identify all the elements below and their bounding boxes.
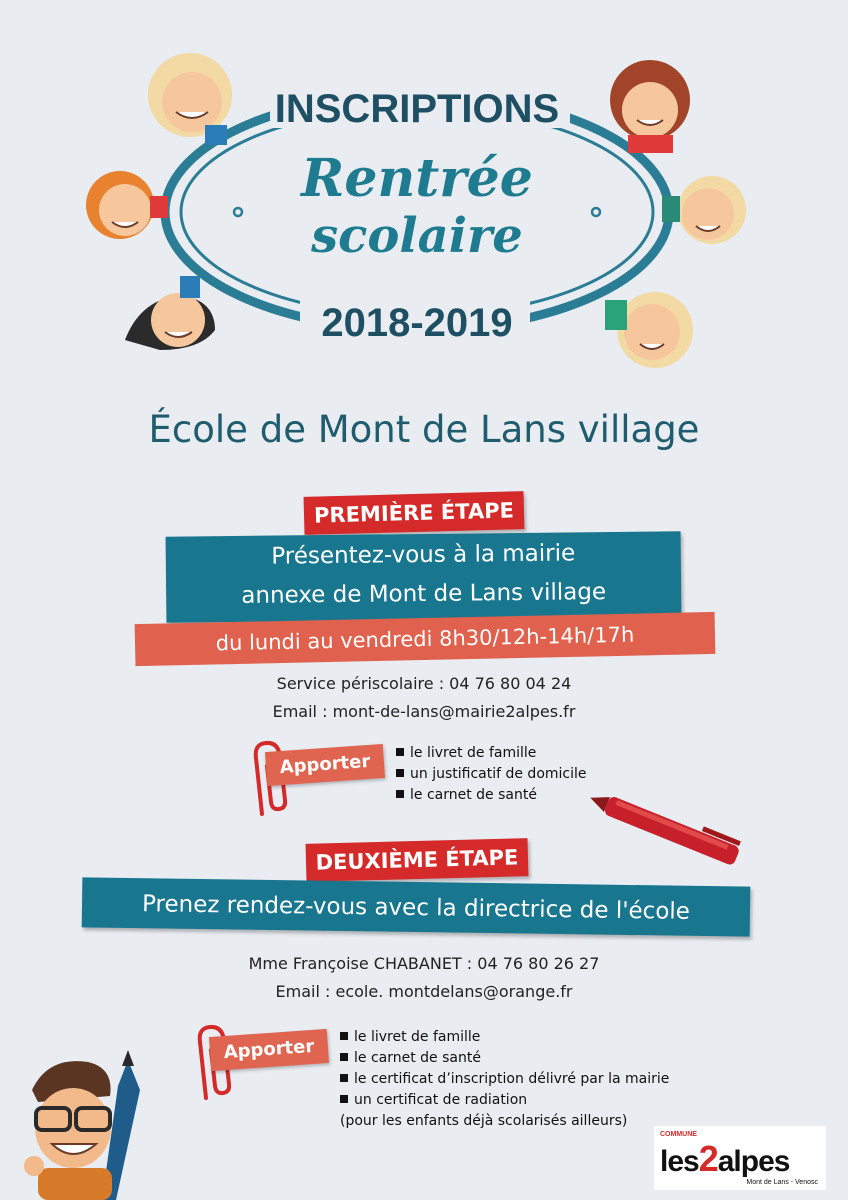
step1-service-phone: Service périscolaire : 04 76 80 04 24: [276, 674, 572, 693]
step2-band: Prenez rendez-vous avec la directrice de l'école: [82, 877, 751, 936]
child-bottom-right: [605, 292, 693, 368]
child-left: [86, 171, 168, 239]
step2-email: Email : ecole. montdelans@orange.fr: [275, 982, 573, 1001]
step1-bring-label: Apporter: [265, 744, 385, 786]
step1-band: [166, 531, 682, 622]
child-top-left: [148, 53, 232, 145]
hero-years: 2018-2019: [321, 301, 513, 345]
logo-wordmark-right: alpes: [717, 1145, 790, 1178]
list-item: le carnet de santé: [396, 785, 587, 806]
boy-with-pencil-illustration: [18, 1050, 148, 1200]
step2-contact-phone: Mme Françoise CHABANET : 04 76 80 26 27: [248, 954, 600, 973]
step2-bring-list: [340, 1027, 669, 1132]
list-item: le certificat d’inscription délivré par la mairie: [340, 1069, 669, 1090]
step1-email: Email : mont-de-lans@mairie2alpes.fr: [272, 702, 576, 721]
list-item: le livret de famille: [396, 743, 587, 764]
logo-subtitle: Mont de Lans - Venosc: [746, 1179, 818, 1186]
child-right: [662, 176, 746, 244]
red-pen-illustration: [580, 790, 760, 870]
list-item: un justificatif de domicile: [396, 764, 587, 785]
list-item: un certificat de radiation: [340, 1090, 669, 1111]
list-item: le livret de famille: [340, 1027, 669, 1048]
logo-commune-tag: COMMUNE: [660, 1131, 697, 1138]
school-name: École de Mont de Lans village: [148, 408, 700, 451]
list-item: le carnet de santé: [340, 1048, 669, 1069]
step1-bring-list: [396, 743, 587, 806]
step2-label: DEUXIÈME ÉTAPE: [306, 838, 529, 882]
hero-illustration: [0, 0, 848, 400]
logo-wordmark-number: 2: [698, 1138, 718, 1179]
hero-line-rentree: Rentrée: [301, 148, 533, 209]
step1-hours: du lundi au vendredi 8h30/12h-14h/17h: [135, 612, 716, 666]
hero-line-scolaire: scolaire: [311, 208, 523, 264]
logo-wordmark: [660, 1138, 789, 1180]
step2-bring-label: Apporter: [209, 1029, 329, 1071]
commune-logo: [654, 1126, 826, 1190]
step1-band-line2: annexe de Mont de Lans village: [241, 579, 607, 609]
step1-label: PREMIÈRE ÉTAPE: [304, 491, 525, 535]
logo-wordmark-left: les: [660, 1145, 699, 1178]
child-bottom-left: [125, 276, 215, 350]
hero-title: INSCRIPTIONS: [274, 87, 560, 131]
step1-band-line1: Présentez-vous à la mairie: [271, 540, 576, 570]
list-item-note: (pour les enfants déjà scolarisés ailleurs): [340, 1113, 628, 1129]
